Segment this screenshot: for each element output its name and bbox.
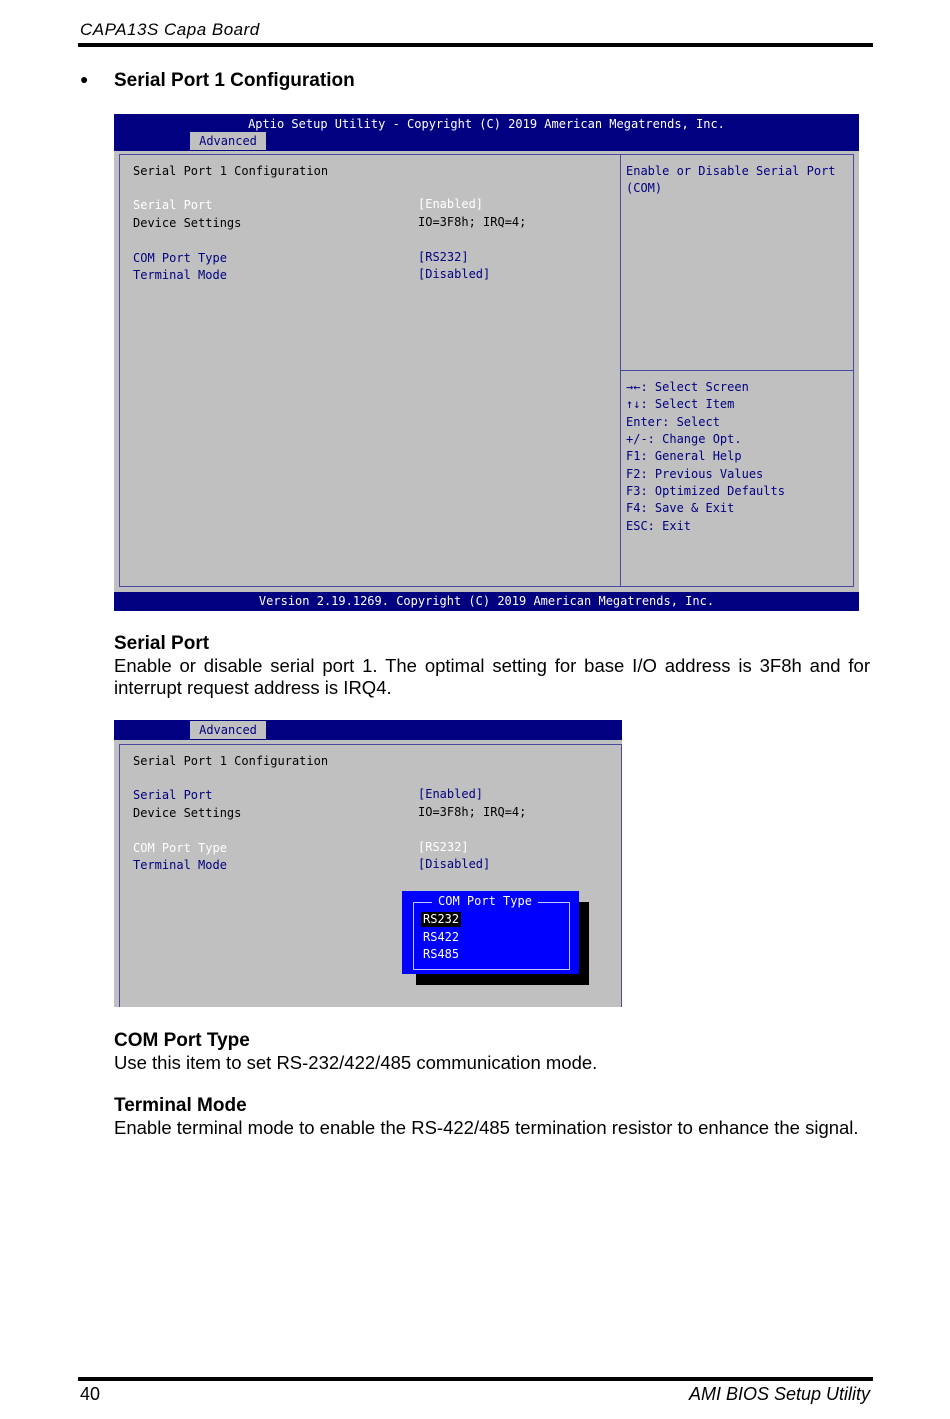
com-port-type-description: Use this item to set RS-232/422/485 communication mode. — [114, 1052, 598, 1073]
serial-port-value[interactable]: [Enabled] — [418, 787, 484, 801]
bullet-icon: ● — [80, 71, 89, 87]
serial-port-label[interactable]: Serial Port — [133, 198, 213, 212]
key-hint: F4: Save & Exit — [626, 501, 735, 515]
serial-port-description: Enable or disable serial port 1. The optimal setting for base I/O address is 3F8h and for interrupt request address is IRQ4. — [114, 655, 870, 698]
key-hint: →←: Select Screen — [626, 380, 749, 394]
key-hint: ESC: Exit — [626, 519, 692, 533]
header-rule — [78, 43, 873, 47]
footer-title: AMI BIOS Setup Utility — [688, 1384, 870, 1404]
bios-screen-2 — [114, 720, 622, 1007]
device-settings-value: IO=3F8h; IRQ=4; — [418, 215, 527, 229]
tab-advanced[interactable]: Advanced — [190, 132, 266, 150]
terminal-mode-value[interactable]: [Disabled] — [418, 857, 491, 871]
bios-title: Aptio Setup Utility - Copyright (C) 2019 American Megatrends, Inc. — [248, 117, 725, 131]
com-port-type-label[interactable]: COM Port Type — [133, 251, 227, 265]
key-hint: F2: Previous Values — [626, 467, 764, 481]
serial-port-value[interactable]: [Enabled] — [418, 197, 484, 211]
footer-rule — [78, 1377, 873, 1381]
com-port-type-heading: COM Port Type — [114, 1030, 250, 1051]
popup-option-rs485[interactable]: RS485 — [423, 947, 460, 961]
device-settings-value: IO=3F8h; IRQ=4; — [418, 805, 527, 819]
popup-option-rs232[interactable]: RS232 — [423, 912, 460, 926]
serial-port-label[interactable]: Serial Port — [133, 788, 213, 802]
page-header-title: CAPA13S Capa Board — [80, 20, 260, 39]
settings-heading: Serial Port 1 Configuration — [133, 754, 329, 768]
help-text-line-1: Enable or Disable Serial Port — [626, 164, 836, 178]
com-port-type-value[interactable]: [RS232] — [418, 250, 469, 264]
popup-option-rs422[interactable]: RS422 — [423, 930, 460, 944]
terminal-mode-value[interactable]: [Disabled] — [418, 267, 491, 281]
terminal-mode-label[interactable]: Terminal Mode — [133, 268, 227, 282]
terminal-mode-heading: Terminal Mode — [114, 1095, 247, 1116]
key-hint: F3: Optimized Defaults — [626, 484, 785, 498]
key-hint: +/-: Change Opt. — [626, 432, 742, 446]
bios-version-bar: Version 2.19.1269. Copyright (C) 2019 American Megatrends, Inc. — [114, 592, 859, 611]
key-hint: Enter: Select — [626, 415, 720, 429]
section-title: Serial Port 1 Configuration — [114, 70, 355, 91]
com-port-type-label[interactable]: COM Port Type — [133, 841, 227, 855]
terminal-mode-label[interactable]: Terminal Mode — [133, 858, 227, 872]
help-text-line-2: (COM) — [626, 181, 663, 195]
page-number: 40 — [80, 1384, 101, 1404]
device-settings-label: Device Settings — [133, 216, 242, 230]
serial-port-heading: Serial Port — [114, 633, 210, 654]
terminal-mode-description: Enable terminal mode to enable the RS-422/485 termination resistor to enhance the signal. — [114, 1117, 859, 1138]
com-port-type-popup[interactable] — [402, 891, 579, 974]
popup-title: COM Port Type — [432, 894, 538, 908]
key-hint: ↑↓: Select Item — [626, 397, 735, 411]
tab-advanced[interactable]: Advanced — [190, 721, 266, 739]
bios-screen-1 — [114, 114, 859, 611]
key-hint: F1: General Help — [626, 449, 742, 463]
device-settings-label: Device Settings — [133, 806, 242, 820]
settings-heading: Serial Port 1 Configuration — [133, 164, 329, 178]
com-port-type-value[interactable]: [RS232] — [418, 840, 469, 854]
